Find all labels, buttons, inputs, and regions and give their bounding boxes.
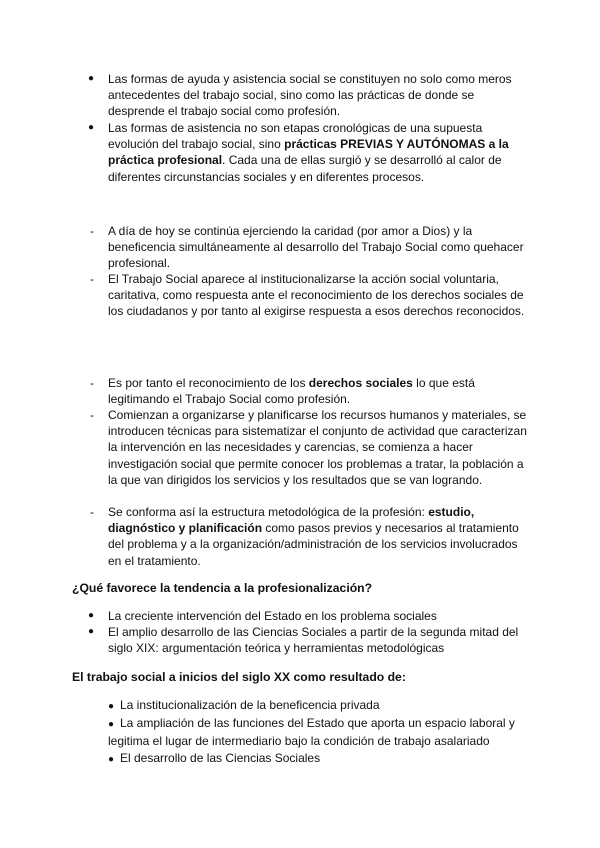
- list-item-text: El Trabajo Social aparece al institucionalizarse la acción social voluntaria, caritativa, como respuesta ante el reconocimiento de los derechos sociales de los ciudadanos y por tanto al exigirse respuesta a esos derechos reconocidos.: [108, 272, 525, 319]
- bullet-paragraph: [108, 697, 538, 768]
- emphasis: derechos sociales: [308, 376, 413, 390]
- list-item-text: La creciente intervención del Estado en los problema sociales: [108, 609, 437, 623]
- list-item-text: Las formas de ayuda y asistencia social se constituyen no solo como meros antecedentes del trabajo social, sino como las prácticas de donde se desprende el trabajo social como profesión.: [108, 72, 512, 119]
- section-heading: El trabajo social a inicios del siglo XX como resultado de:: [72, 670, 406, 684]
- section-heading: ¿Qué favorece la tendencia a la profesionalización?: [72, 581, 373, 595]
- list-item-text: La institucionalización de la beneficencia privada: [120, 698, 380, 712]
- list-item-text: Es por tanto el reconocimiento de los derechos sociales lo que está legitimando el Trabajo Social como profesión.: [108, 376, 475, 407]
- list-item-text: El desarrollo de las Ciencias Sociales: [120, 750, 321, 765]
- bullet-marker: ●: [88, 73, 95, 84]
- list-item-text: Se conforma así la estructura metodológica de la profesión: estudio, diagnóstico y planificación como pasos previos y necesarios al tratamiento del problema y a la organización/administración de los servicios involucrados en el tratamiento.: [108, 505, 519, 568]
- bullet-marker: ●: [88, 610, 95, 621]
- dash-marker: -: [90, 408, 94, 422]
- bullet-marker: ●: [88, 122, 95, 133]
- dash-marker: -: [90, 505, 94, 519]
- bullet-marker: ●: [108, 701, 115, 712]
- list-item-text: Comienzan a organizarse y planificarse los recursos humanos y materiales, se introducen técnicas para sistematizar el conjunto de actividad que caracterizan la intervención en las necesidades y carencias, se comienza a hacer investigación social que permite conocer los problemas a tratar, la población a la que van dirigidos los servicios y los resultados que se van logrando.: [108, 408, 527, 487]
- emphasis: estudio, diagnóstico y planificación: [108, 505, 475, 536]
- list-item: [108, 715, 538, 749]
- list-item: [108, 697, 538, 715]
- list-item-text: El amplio desarrollo de las Ciencias Sociales a partir de la segunda mitad del siglo XIX: argumentación teórica y herramientas metodológicas: [108, 625, 519, 656]
- bullet-marker: ●: [108, 719, 115, 731]
- dash-marker: -: [90, 272, 94, 286]
- bullet-marker: ●: [88, 626, 95, 637]
- list-item-text: La ampliación de las funciones del Estado que aporta un espacio laboral y legitima el lugar de intermediario bajo la condición de trabajo asalariado: [108, 716, 515, 749]
- list-item-text: A día de hoy se continúa ejerciendo la caridad (por amor a Dios) y la beneficencia simultáneamente al desarrollo del Trabajo Social como quehacer profesional.: [108, 224, 524, 271]
- dash-marker: -: [90, 376, 94, 390]
- emphasis: prácticas PREVIAS Y AUTÓNOMAS a la práctica profesional: [108, 137, 509, 168]
- list-item: [108, 750, 538, 768]
- list-item-text: Las formas de asistencia no son etapas cronológicas de una supuesta evolución del trabajo social, sino prácticas PREVIAS Y AUTÓNOMAS a la práctica profesional. Cada una de ellas surgió y se desarrolló al calor de diferentes circunstancias sociales y en diferentes procesos.: [108, 121, 509, 184]
- dash-marker: -: [90, 224, 94, 238]
- bullet-marker: ●: [108, 753, 115, 765]
